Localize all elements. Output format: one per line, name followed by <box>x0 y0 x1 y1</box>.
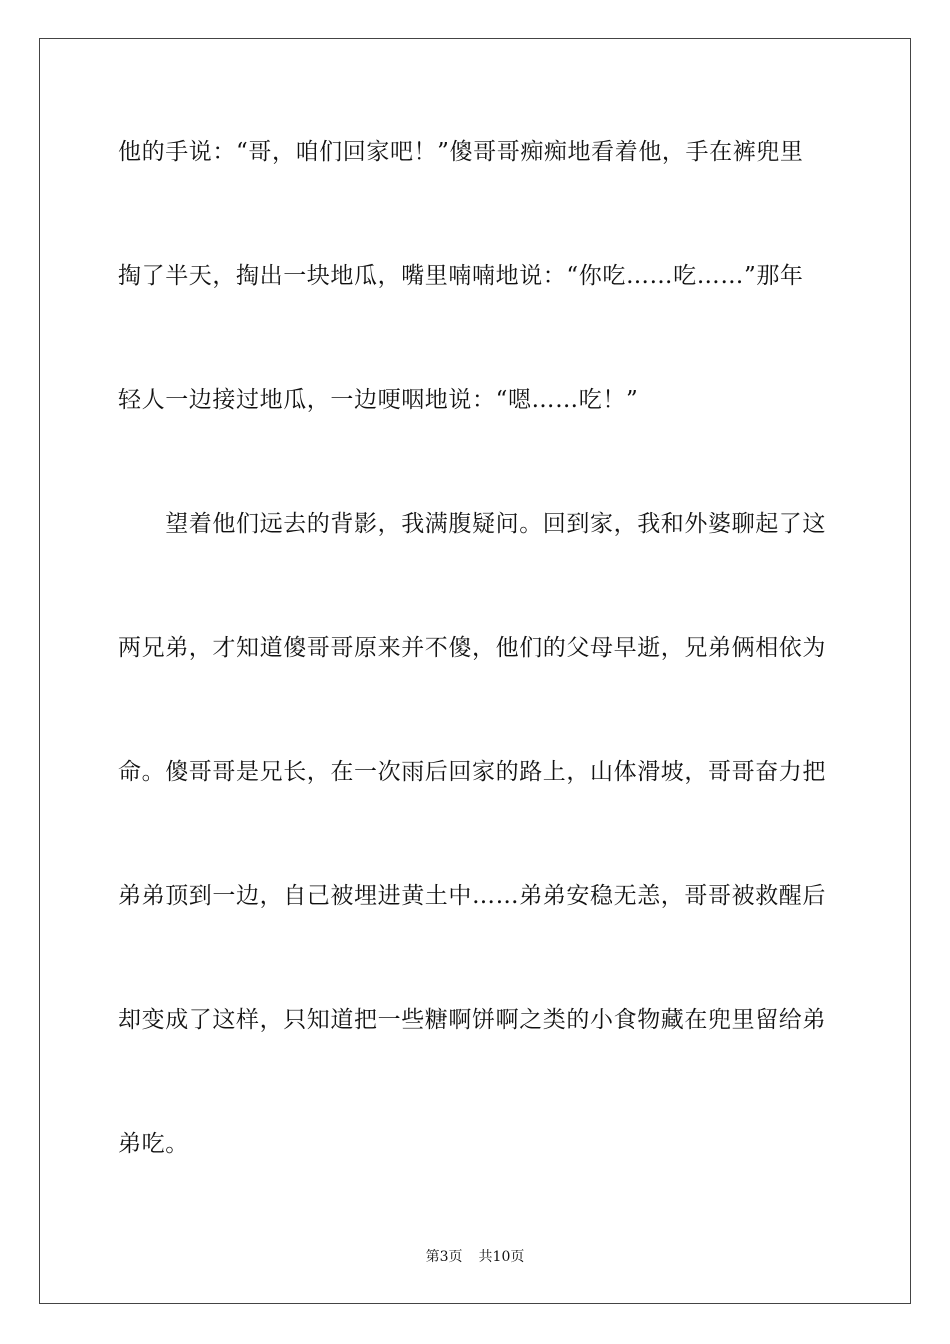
body-text-line-7: 弟弟顶到一边，自己被埋进黄土中……弟弟安稳无恙，哥哥被救醒后 <box>118 883 826 909</box>
page-number: 第3页 <box>425 1249 463 1265</box>
body-text-line-9: 弟吃。 <box>118 1131 189 1157</box>
body-text-line-2: 掏了半天，掏出一块地瓜，嘴里喃喃地说：“你吃……吃……”那年 <box>118 263 804 289</box>
page-border <box>39 38 911 1304</box>
page-total: 共10页 <box>478 1249 525 1265</box>
body-text-line-5: 两兄弟，才知道傻哥哥原来并不傻，他们的父母早逝，兄弟俩相依为 <box>118 635 826 661</box>
page-footer <box>0 1248 950 1266</box>
body-text-line-8: 却变成了这样，只知道把一些糖啊饼啊之类的小食物藏在兜里留给弟 <box>118 1007 826 1033</box>
body-text-line-3: 轻人一边接过地瓜，一边哽咽地说：“嗯……吃！” <box>118 387 639 413</box>
body-text-line-4: 望着他们远去的背影，我满腹疑问。回到家，我和外婆聊起了这 <box>118 511 826 537</box>
body-text-line-6: 命。傻哥哥是兄长，在一次雨后回家的路上，山体滑坡，哥哥奋力把 <box>118 759 826 785</box>
body-text-line-1: 他的手说：“哥，咱们回家吧！”傻哥哥痴痴地看着他，手在裤兜里 <box>118 139 804 165</box>
